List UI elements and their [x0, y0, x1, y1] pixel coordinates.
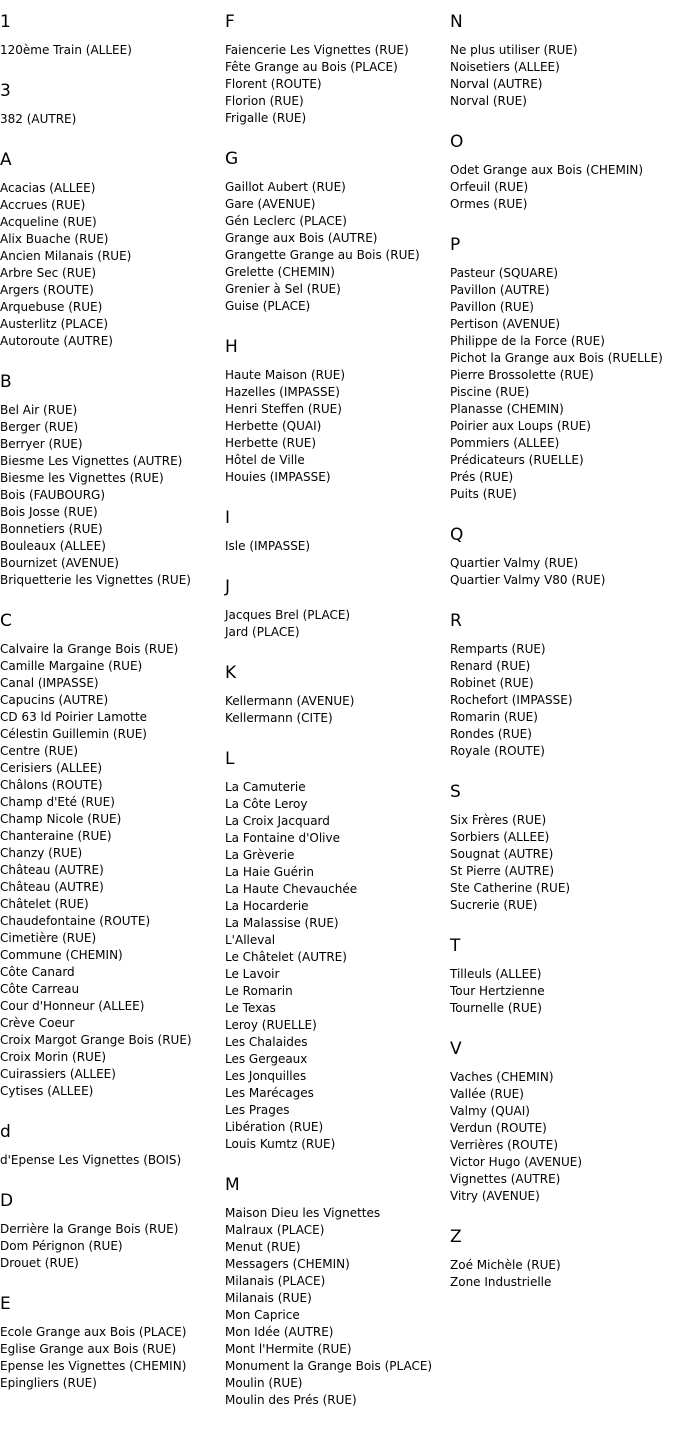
street-list-item[interactable]: Tilleuls (ALLEE): [450, 967, 542, 981]
street-list: [450, 641, 675, 770]
street-list: [0, 402, 226, 599]
street-list-item[interactable]: Jacques Brel (PLACE): [225, 608, 351, 622]
section-letter-heading: 1: [0, 12, 11, 32]
street-list-item[interactable]: Isle (IMPASSE): [225, 539, 311, 553]
street-list-item[interactable]: Chaudefontaine (ROUTE): [0, 914, 151, 928]
street-list-item[interactable]: Accrues (RUE): [0, 198, 86, 212]
street-list: [0, 641, 226, 1110]
street-list-item[interactable]: Ste Catherine (RUE): [450, 881, 571, 895]
street-list-item[interactable]: Florion (RUE): [225, 94, 304, 108]
letter-group: [450, 1039, 675, 1215]
street-list-item[interactable]: La Hocarderie: [225, 899, 309, 913]
street-list-item[interactable]: Sucrerie (RUE): [450, 898, 538, 912]
street-list-item[interactable]: Henri Steffen (RUE): [225, 402, 342, 416]
section-letter-heading: J: [225, 577, 231, 597]
street-list-item[interactable]: Six Frères (RUE): [450, 813, 547, 827]
letter-group: [225, 577, 451, 651]
street-list-item[interactable]: Milanais (PLACE): [225, 1274, 326, 1288]
street-list-item[interactable]: Chanteraine (RUE): [0, 829, 112, 843]
letter-group: [225, 149, 451, 325]
street-list-item[interactable]: Gén Leclerc (PLACE): [225, 214, 347, 228]
section-letter-heading: A: [0, 150, 12, 170]
street-list-item[interactable]: Bouleaux (ALLEE): [0, 539, 106, 553]
section-letter-heading: B: [0, 372, 12, 392]
street-list-item[interactable]: Vallée (RUE): [450, 1087, 524, 1101]
section-letter-heading: S: [450, 782, 461, 802]
street-list-item[interactable]: Chanzy (RUE): [0, 846, 83, 860]
street-list-item[interactable]: Drouet (RUE): [0, 1256, 79, 1270]
street-list-item[interactable]: Le Châtelet (AUTRE): [225, 950, 347, 964]
street-list-item[interactable]: Jard (PLACE): [225, 625, 300, 639]
street-list-item[interactable]: Les Chalaides: [225, 1035, 308, 1049]
street-list-item[interactable]: Pierre Brossolette (RUE): [450, 368, 594, 382]
street-list: [0, 1221, 226, 1282]
street-list-item[interactable]: Libération (RUE): [225, 1120, 324, 1134]
letter-group: [450, 132, 675, 223]
section-letter-heading: E: [0, 1294, 11, 1314]
street-list-item[interactable]: Grange aux Bois (AUTRE): [225, 231, 378, 245]
street-list-item[interactable]: La Haute Chevauchée: [225, 882, 358, 896]
street-list: [450, 966, 675, 1027]
section-letter-heading: M: [225, 1175, 240, 1195]
street-list-item[interactable]: Valmy (QUAI): [450, 1104, 530, 1118]
street-list-item[interactable]: Acqueline (RUE): [0, 215, 97, 229]
street-list-item[interactable]: Epingliers (RUE): [0, 1376, 97, 1390]
street-list: [0, 1152, 226, 1179]
section-letter-heading: Q: [450, 525, 464, 545]
section-letter-heading: V: [450, 1039, 462, 1059]
letter-group: [225, 337, 451, 496]
street-list-item[interactable]: Château (AUTRE): [0, 863, 104, 877]
street-list-item[interactable]: Florent (ROUTE): [225, 77, 322, 91]
street-list-item[interactable]: St Pierre (AUTRE): [450, 864, 555, 878]
street-list-item[interactable]: Croix Morin (RUE): [0, 1050, 107, 1064]
street-list-item[interactable]: Le Texas: [225, 1001, 276, 1015]
street-list-item[interactable]: Calvaire la Grange Bois (RUE): [0, 642, 179, 656]
street-list-item[interactable]: Malraux (PLACE): [225, 1223, 325, 1237]
street-list-item[interactable]: Frigalle (RUE): [225, 111, 307, 125]
street-list-item[interactable]: Maison Dieu les Vignettes: [225, 1206, 381, 1220]
street-list-item[interactable]: Bois (FAUBOURG): [0, 488, 106, 502]
street-list: [225, 1205, 451, 1419]
street-list: [225, 538, 451, 565]
section-letter-heading: P: [450, 235, 461, 255]
street-list-item[interactable]: Sorbiers (ALLEE): [450, 830, 550, 844]
street-list-item[interactable]: Herbette (QUAI): [225, 419, 322, 433]
street-list-item[interactable]: Pommiers (ALLEE): [450, 436, 560, 450]
street-list-item[interactable]: Poirier aux Loups (RUE): [450, 419, 591, 433]
street-list: [0, 42, 226, 69]
street-list-item[interactable]: Epense les Vignettes (CHEMIN): [0, 1359, 187, 1373]
street-list-item[interactable]: Austerlitz (PLACE): [0, 317, 109, 331]
street-list-item[interactable]: Berryer (RUE): [0, 437, 83, 451]
street-list-item[interactable]: Guise (PLACE): [225, 299, 311, 313]
section-letter-heading: d: [0, 1122, 11, 1142]
street-list-item[interactable]: Philippe de la Force (RUE): [450, 334, 605, 348]
letter-group: [225, 663, 451, 737]
street-list-item[interactable]: Grelette (CHEMIN): [225, 265, 335, 279]
street-list-item[interactable]: Pavillon (AUTRE): [450, 283, 550, 297]
street-list-item[interactable]: Les Marécages: [225, 1086, 314, 1100]
street-list-item[interactable]: Orfeuil (RUE): [450, 180, 529, 194]
street-list-item[interactable]: Cytises (ALLEE): [0, 1084, 94, 1098]
street-list-item[interactable]: Côte Carreau: [0, 982, 80, 996]
street-list-item[interactable]: Renard (RUE): [450, 659, 531, 673]
letter-group: [450, 611, 675, 770]
street-list-item[interactable]: Célestin Guillemin (RUE): [0, 727, 147, 741]
section-letter-heading: H: [225, 337, 238, 357]
street-list-item[interactable]: Tour Hertzienne: [450, 984, 545, 998]
street-list: [225, 367, 451, 496]
street-list-item[interactable]: Sougnat (AUTRE): [450, 847, 554, 861]
street-list-item[interactable]: Tournelle (RUE): [450, 1001, 542, 1015]
street-list-item[interactable]: Verrières (ROUTE): [450, 1138, 558, 1152]
street-list-item[interactable]: Louis Kumtz (RUE): [225, 1137, 336, 1151]
street-list-item[interactable]: Pavillon (RUE): [450, 300, 534, 314]
street-list-item[interactable]: Quartier Valmy V80 (RUE): [450, 573, 606, 587]
street-list-item[interactable]: Quartier Valmy (RUE): [450, 556, 579, 570]
street-list: [450, 555, 675, 599]
letter-group: [0, 1294, 226, 1402]
street-index-column-3: [450, 0, 675, 1301]
street-list: [225, 179, 451, 325]
street-list: [225, 607, 451, 651]
street-list-item[interactable]: Crève Coeur: [0, 1016, 75, 1030]
street-list-item[interactable]: Odet Grange aux Bois (CHEMIN): [450, 163, 644, 177]
street-list-item[interactable]: Mont l'Hermite (RUE): [225, 1342, 352, 1356]
street-list-item[interactable]: Puits (RUE): [450, 487, 517, 501]
letter-group: [450, 1227, 675, 1301]
street-list: [0, 111, 226, 138]
street-list-item[interactable]: Leroy (RUELLE): [225, 1018, 317, 1032]
street-list-item[interactable]: Piscine (RUE): [450, 385, 530, 399]
street-list-item[interactable]: Biesme Les Vignettes (AUTRE): [0, 454, 183, 468]
street-list-item[interactable]: La Côte Leroy: [225, 797, 308, 811]
street-list-item[interactable]: Remparts (RUE): [450, 642, 546, 656]
street-list-item[interactable]: Champ Nicole (RUE): [0, 812, 122, 826]
letter-group: [0, 372, 226, 599]
street-list-item[interactable]: Messagers (CHEMIN): [225, 1257, 350, 1271]
street-list-item[interactable]: Planasse (CHEMIN): [450, 402, 564, 416]
street-list-item[interactable]: Bonnetiers (RUE): [0, 522, 103, 536]
street-index-column-2: [225, 0, 451, 1419]
street-list-item[interactable]: Grangette Grange au Bois (RUE): [225, 248, 420, 262]
section-letter-heading: C: [0, 611, 12, 631]
section-letter-heading: G: [225, 149, 239, 169]
letter-group: [450, 12, 675, 120]
street-list-item[interactable]: Houies (IMPASSE): [225, 470, 331, 484]
street-list-item[interactable]: Rochefort (IMPASSE): [450, 693, 573, 707]
street-list-item[interactable]: Haute Maison (RUE): [225, 368, 346, 382]
street-list-item[interactable]: La Haie Guérin: [225, 865, 314, 879]
letter-group: [450, 525, 675, 599]
section-letter-heading: R: [450, 611, 462, 631]
street-list-item[interactable]: Dom Pérignon (RUE): [0, 1239, 123, 1253]
street-list-item[interactable]: Robinet (RUE): [450, 676, 534, 690]
street-list-item[interactable]: Les Prages: [225, 1103, 290, 1117]
street-list-item[interactable]: Biesme les Vignettes (RUE): [0, 471, 164, 485]
street-list-item[interactable]: Prés (RUE): [450, 470, 514, 484]
street-list-item[interactable]: d'Epense Les Vignettes (BOIS): [0, 1153, 182, 1167]
street-list-item[interactable]: Ancien Milanais (RUE): [0, 249, 132, 263]
street-list-item[interactable]: Camille Margaine (RUE): [0, 659, 143, 673]
street-list-item[interactable]: Zone Industrielle: [450, 1275, 552, 1289]
street-list-item[interactable]: 382 (AUTRE): [0, 112, 77, 126]
street-list-item[interactable]: Ormes (RUE): [450, 197, 528, 211]
street-list-item[interactable]: CD 63 ld Poirier Lamotte: [0, 710, 148, 724]
street-list-item[interactable]: Pertison (AVENUE): [450, 317, 561, 331]
section-letter-heading: 3: [0, 81, 11, 101]
section-letter-heading: D: [0, 1191, 14, 1211]
letter-group: [225, 749, 451, 1163]
street-list-item[interactable]: Victor Hugo (AVENUE): [450, 1155, 583, 1169]
street-list-item[interactable]: Le Lavoir: [225, 967, 280, 981]
section-letter-heading: F: [225, 12, 235, 32]
street-list: [0, 1324, 226, 1402]
street-list: [225, 779, 451, 1163]
street-list-item[interactable]: Berger (RUE): [0, 420, 79, 434]
letter-group: [0, 81, 226, 138]
street-list-item[interactable]: Cuirassiers (ALLEE): [0, 1067, 116, 1081]
street-list-item[interactable]: Pichot la Grange aux Bois (RUELLE): [450, 351, 663, 365]
street-list-item[interactable]: Romarin (RUE): [450, 710, 538, 724]
street-list-item[interactable]: Bois Josse (RUE): [0, 505, 98, 519]
letter-group: [0, 150, 226, 360]
street-list-item[interactable]: Faiencerie Les Vignettes (RUE): [225, 43, 409, 57]
letter-group: [450, 936, 675, 1027]
street-list-item[interactable]: Briquetterie les Vignettes (RUE): [0, 573, 191, 587]
letter-group: [0, 611, 226, 1110]
street-list: [450, 265, 675, 513]
street-list-item[interactable]: Mon Idée (AUTRE): [225, 1325, 334, 1339]
street-list-item[interactable]: Les Gergeaux: [225, 1052, 308, 1066]
street-list-item[interactable]: Derrière la Grange Bois (RUE): [0, 1222, 179, 1236]
section-letter-heading: N: [450, 12, 463, 32]
street-list-item[interactable]: La Camuterie: [225, 780, 306, 794]
street-list-item[interactable]: Ne plus utiliser (RUE): [450, 43, 578, 57]
street-list: [450, 1257, 675, 1301]
street-list-item[interactable]: Norval (AUTRE): [450, 77, 543, 91]
street-list-item[interactable]: Moulin des Prés (RUE): [225, 1393, 357, 1407]
street-list-item[interactable]: Champ d'Eté (RUE): [0, 795, 115, 809]
section-letter-heading: T: [450, 936, 461, 956]
street-list-item[interactable]: Hazelles (IMPASSE): [225, 385, 340, 399]
street-list-item[interactable]: Prédicateurs (RUELLE): [450, 453, 584, 467]
letter-group: [0, 12, 226, 69]
street-list-item[interactable]: La Fontaine d'Olive: [225, 831, 340, 845]
street-list-item[interactable]: Autoroute (AUTRE): [0, 334, 113, 348]
street-list-item[interactable]: Gaillot Aubert (RUE): [225, 180, 346, 194]
letter-group: [0, 1122, 226, 1179]
street-list-item[interactable]: Cour d'Honneur (ALLEE): [0, 999, 145, 1013]
street-list: [225, 693, 451, 737]
street-list-item[interactable]: Moulin (RUE): [225, 1376, 303, 1390]
street-list-item[interactable]: Pasteur (SQUARE): [450, 266, 559, 280]
street-list-item[interactable]: La Malassise (RUE): [225, 916, 339, 930]
street-list-item[interactable]: Zoé Michèle (RUE): [450, 1258, 561, 1272]
street-list-item[interactable]: Fête Grange au Bois (PLACE): [225, 60, 398, 74]
street-list-item[interactable]: Cimetière (RUE): [0, 931, 97, 945]
street-list-item[interactable]: Les Jonquilles: [225, 1069, 307, 1083]
street-list-item[interactable]: Château (AUTRE): [0, 880, 104, 894]
street-list: [450, 1069, 675, 1215]
street-list-item[interactable]: Ecole Grange aux Bois (PLACE): [0, 1325, 187, 1339]
section-letter-heading: Z: [450, 1227, 462, 1247]
street-list-item[interactable]: Vaches (CHEMIN): [450, 1070, 554, 1084]
street-list-item[interactable]: Alix Buache (RUE): [0, 232, 109, 246]
street-list-item[interactable]: Royale (ROUTE): [450, 744, 545, 758]
street-list-item[interactable]: Bel Air (RUE): [0, 403, 78, 417]
street-list-item[interactable]: Centre (RUE): [0, 744, 79, 758]
street-list-item[interactable]: Vignettes (AUTRE): [450, 1172, 561, 1186]
letter-group: [225, 508, 451, 565]
street-list-item[interactable]: Mon Caprice: [225, 1308, 300, 1322]
street-list-item[interactable]: Côte Canard: [0, 965, 75, 979]
street-list-item[interactable]: Rondes (RUE): [450, 727, 532, 741]
letter-group: [450, 235, 675, 513]
street-list-item[interactable]: La Grèverie: [225, 848, 295, 862]
street-list-item[interactable]: Châtelet (RUE): [0, 897, 89, 911]
letter-group: [225, 1175, 451, 1419]
street-index-column-1: [0, 0, 226, 1402]
letter-group: [0, 1191, 226, 1282]
street-list-item[interactable]: Eglise Grange aux Bois (RUE): [0, 1342, 177, 1356]
street-list-item[interactable]: Arquebuse (RUE): [0, 300, 103, 314]
street-list-item[interactable]: Arbre Sec (RUE): [0, 266, 97, 280]
section-letter-heading: L: [225, 749, 235, 769]
street-list-item[interactable]: Herbette (RUE): [225, 436, 317, 450]
street-list-item[interactable]: Argers (ROUTE): [0, 283, 94, 297]
street-list-item[interactable]: Acacias (ALLEE): [0, 181, 96, 195]
street-list-item[interactable]: Commune (CHEMIN): [0, 948, 123, 962]
street-list-item[interactable]: Gare (AVENUE): [225, 197, 316, 211]
street-list: [0, 180, 226, 360]
street-list-item[interactable]: Capucins (AUTRE): [0, 693, 109, 707]
street-list-item[interactable]: Châlons (ROUTE): [0, 778, 103, 792]
street-list-item[interactable]: Kellermann (AVENUE): [225, 694, 355, 708]
street-list-item[interactable]: Cerisiers (ALLEE): [0, 761, 103, 775]
street-list-item[interactable]: La Croix Jacquard: [225, 814, 330, 828]
street-list-item[interactable]: L'Alleval: [225, 933, 276, 947]
street-list-item[interactable]: Norval (RUE): [450, 94, 527, 108]
street-list: [450, 42, 675, 120]
street-list-item[interactable]: Monument la Grange Bois (PLACE): [225, 1359, 433, 1373]
street-list-item[interactable]: Verdun (ROUTE): [450, 1121, 547, 1135]
street-list: [225, 42, 451, 137]
street-list-item[interactable]: Le Romarin: [225, 984, 293, 998]
letter-group: [450, 782, 675, 924]
street-list-item[interactable]: Vitry (AVENUE): [450, 1189, 540, 1203]
street-list: [450, 812, 675, 924]
section-letter-heading: K: [225, 663, 237, 683]
street-list-item[interactable]: Grenier à Sel (RUE): [225, 282, 341, 296]
section-letter-heading: O: [450, 132, 464, 152]
street-list: [450, 162, 675, 223]
street-list-item[interactable]: Kellermann (CITE): [225, 711, 333, 725]
street-list-item[interactable]: Noisetiers (ALLEE): [450, 60, 560, 74]
street-list-item[interactable]: Menut (RUE): [225, 1240, 301, 1254]
street-list-item[interactable]: Bournizet (AVENUE): [0, 556, 119, 570]
street-list-item[interactable]: Canal (IMPASSE): [0, 676, 99, 690]
section-letter-heading: I: [225, 508, 231, 528]
letter-group: [225, 12, 451, 137]
street-list-item[interactable]: Croix Margot Grange Bois (RUE): [0, 1033, 192, 1047]
street-list-item[interactable]: Hôtel de Ville: [225, 453, 305, 467]
street-list-item[interactable]: 120ème Train (ALLEE): [0, 43, 132, 57]
street-list-item[interactable]: Milanais (RUE): [225, 1291, 312, 1305]
